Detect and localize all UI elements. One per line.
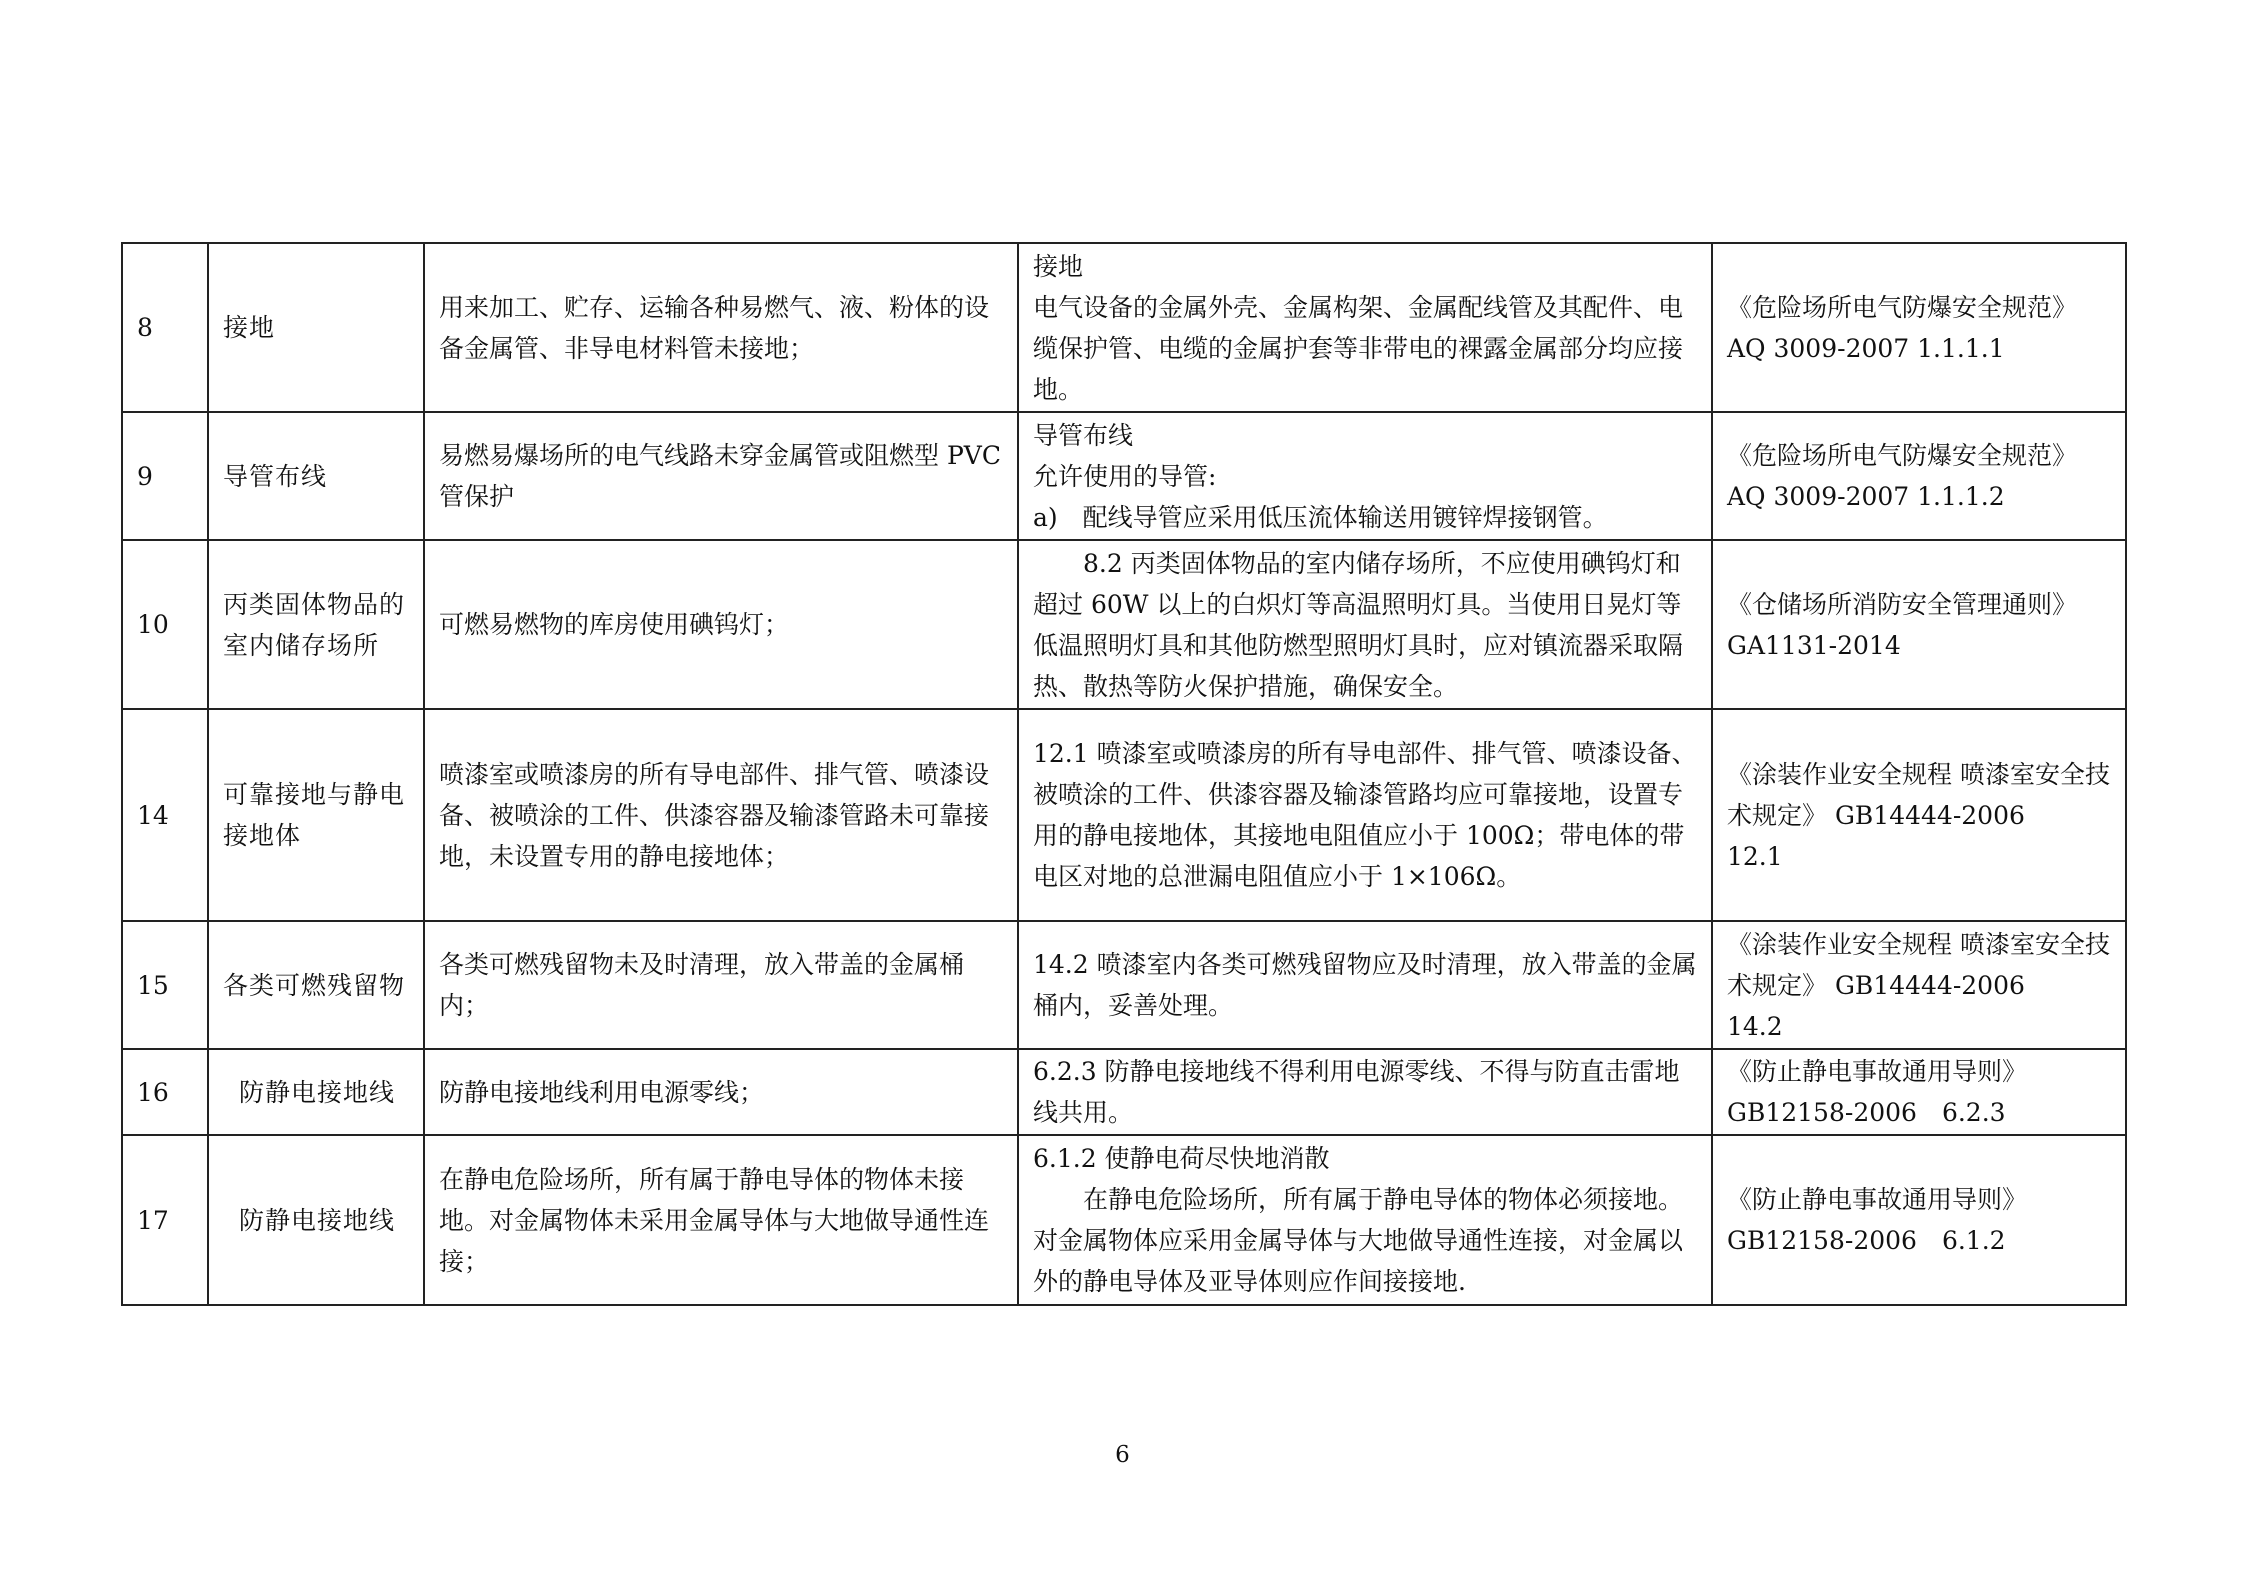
requirement-text bbox=[1018, 412, 1712, 540]
requirement-text bbox=[1018, 243, 1712, 412]
requirement-heading: 6.1.2 使静电荷尽快地消散 bbox=[1033, 1144, 1330, 1173]
table-row bbox=[122, 1049, 2126, 1135]
basis-title: 《仓储场所消防安全管理通则》 bbox=[1727, 589, 2078, 619]
requirement-heading: 接地 bbox=[1033, 251, 1084, 281]
basis-title: 《涂装作业安全规程 喷漆室安全技术规定》 GB14444-2006 bbox=[1727, 759, 2110, 830]
basis-text bbox=[1712, 921, 2126, 1049]
requirement-heading: 导管布线 bbox=[1033, 420, 1134, 450]
basis-clause: GB12158-2006 6.2.3 bbox=[1727, 1098, 2006, 1127]
basis-title: 《防止静电事故通用导则》 bbox=[1727, 1057, 2028, 1086]
table-row bbox=[122, 921, 2126, 1049]
requirement-body: 在静电危险场所，所有属于静电导体的物体必须接地。对金属物体应采用金属导体与大地做导通性连接，对金属以外的静电导体及亚导体则应作间接接地. bbox=[1033, 1185, 1684, 1296]
item-name: 防静电接地线 bbox=[208, 1135, 424, 1305]
basis-title: 《危险场所电气防爆安全规范》 bbox=[1727, 292, 2078, 322]
item-name: 丙类固体物品的室内储存场所 bbox=[208, 540, 424, 709]
row-number: 9 bbox=[122, 412, 208, 540]
basis-clause: GB12158-2006 6.1.2 bbox=[1727, 1226, 2006, 1255]
item-name: 导管布线 bbox=[208, 412, 424, 540]
requirement-text bbox=[1018, 709, 1712, 921]
table-row bbox=[122, 243, 2126, 412]
requirement-body: 允许使用的导管: bbox=[1033, 461, 1217, 491]
problem-text: 喷漆室或喷漆房的所有导电部件、排气管、喷漆设备、被喷涂的工件、供漆容器及输漆管路未可靠接地，未设置专用的静电接地体； bbox=[424, 709, 1018, 921]
problem-text: 用来加工、贮存、运输各种易燃气、液、粉体的设备金属管、非导电材料管未接地； bbox=[424, 243, 1018, 412]
requirement-body: 6.2.3 防静电接地线不得利用电源零线、不得与防直击雷地线共用。 bbox=[1033, 1057, 1680, 1127]
table-row bbox=[122, 1135, 2126, 1305]
item-name: 各类可燃残留物 bbox=[208, 921, 424, 1049]
row-number: 17 bbox=[122, 1135, 208, 1305]
basis-text bbox=[1712, 1135, 2126, 1305]
basis-title: 《防止静电事故通用导则》 bbox=[1727, 1185, 2028, 1214]
requirement-body: a) 配线导管应采用低压流体输送用镀锌焊接钢管。 bbox=[1033, 502, 1608, 532]
requirement-body: 14.2 喷漆室内各类可燃残留物应及时清理，放入带盖的金属桶内，妥善处理。 bbox=[1033, 950, 1697, 1020]
table-row bbox=[122, 709, 2126, 921]
basis-text bbox=[1712, 540, 2126, 709]
basis-clause: AQ 3009-2007 1.1.1.2 bbox=[1727, 482, 2005, 511]
table-row bbox=[122, 412, 2126, 540]
row-number: 16 bbox=[122, 1049, 208, 1135]
requirement-text bbox=[1018, 921, 1712, 1049]
table-row bbox=[122, 540, 2126, 709]
item-name: 防静电接地线 bbox=[208, 1049, 424, 1135]
requirement-body: 电气设备的金属外壳、金属构架、金属配线管及其配件、电缆保护管、电缆的金属护套等非带电的裸露金属部分均应接地。 bbox=[1033, 292, 1684, 404]
basis-text bbox=[1712, 243, 2126, 412]
requirement-text bbox=[1018, 540, 1712, 709]
problem-text: 在静电危险场所，所有属于静电导体的物体未接地。对金属物体未采用金属导体与大地做导通性连接； bbox=[424, 1135, 1018, 1305]
basis-clause: 14.2 bbox=[1727, 1011, 1783, 1041]
problem-text: 各类可燃残留物未及时清理，放入带盖的金属桶内； bbox=[424, 921, 1018, 1049]
page-number: 6 bbox=[1115, 1442, 1130, 1468]
row-number: 8 bbox=[122, 243, 208, 412]
row-number: 10 bbox=[122, 540, 208, 709]
basis-clause: 12.1 bbox=[1727, 841, 1783, 871]
basis-text bbox=[1712, 1049, 2126, 1135]
basis-title: 《涂装作业安全规程 喷漆室安全技术规定》 GB14444-2006 bbox=[1727, 929, 2110, 1000]
requirement-text bbox=[1018, 1049, 1712, 1135]
problem-text: 防静电接地线利用电源零线； bbox=[424, 1049, 1018, 1135]
basis-title: 《危险场所电气防爆安全规范》 bbox=[1727, 441, 2078, 470]
item-name: 接地 bbox=[208, 243, 424, 412]
basis-clause: AQ 3009-2007 1.1.1.1 bbox=[1727, 333, 2005, 363]
requirement-body: 8.2 丙类固体物品的室内储存场所，不应使用碘钨灯和超过 60W 以上的白炽灯等高温照明灯具。当使用日晃灯等低温照明灯具和其他防燃型照明灯具时，应对镇流器采取隔热、散热等防火保护措施，确保安全。 bbox=[1033, 548, 1684, 701]
requirement-body: 12.1 喷漆室或喷漆房的所有导电部件、排气管、喷漆设备、被喷涂的工件、供漆容器及输漆管路均应可靠接地，设置专用的静电接地体，其接地电阻值应小于 100Ω；带电体的带电区对地的总泄漏电阻值应小于 1×106Ω。 bbox=[1033, 739, 1697, 891]
regulation-table bbox=[121, 242, 2127, 1306]
basis-clause: GA1131-2014 bbox=[1727, 630, 1901, 660]
problem-text: 可燃易燃物的库房使用碘钨灯； bbox=[424, 540, 1018, 709]
row-number: 14 bbox=[122, 709, 208, 921]
item-name: 可靠接地与静电接地体 bbox=[208, 709, 424, 921]
basis-text bbox=[1712, 412, 2126, 540]
basis-text bbox=[1712, 709, 2126, 921]
problem-text: 易燃易爆场所的电气线路未穿金属管或阻燃型 PVC 管保护 bbox=[424, 412, 1018, 540]
requirement-text bbox=[1018, 1135, 1712, 1305]
row-number: 15 bbox=[122, 921, 208, 1049]
